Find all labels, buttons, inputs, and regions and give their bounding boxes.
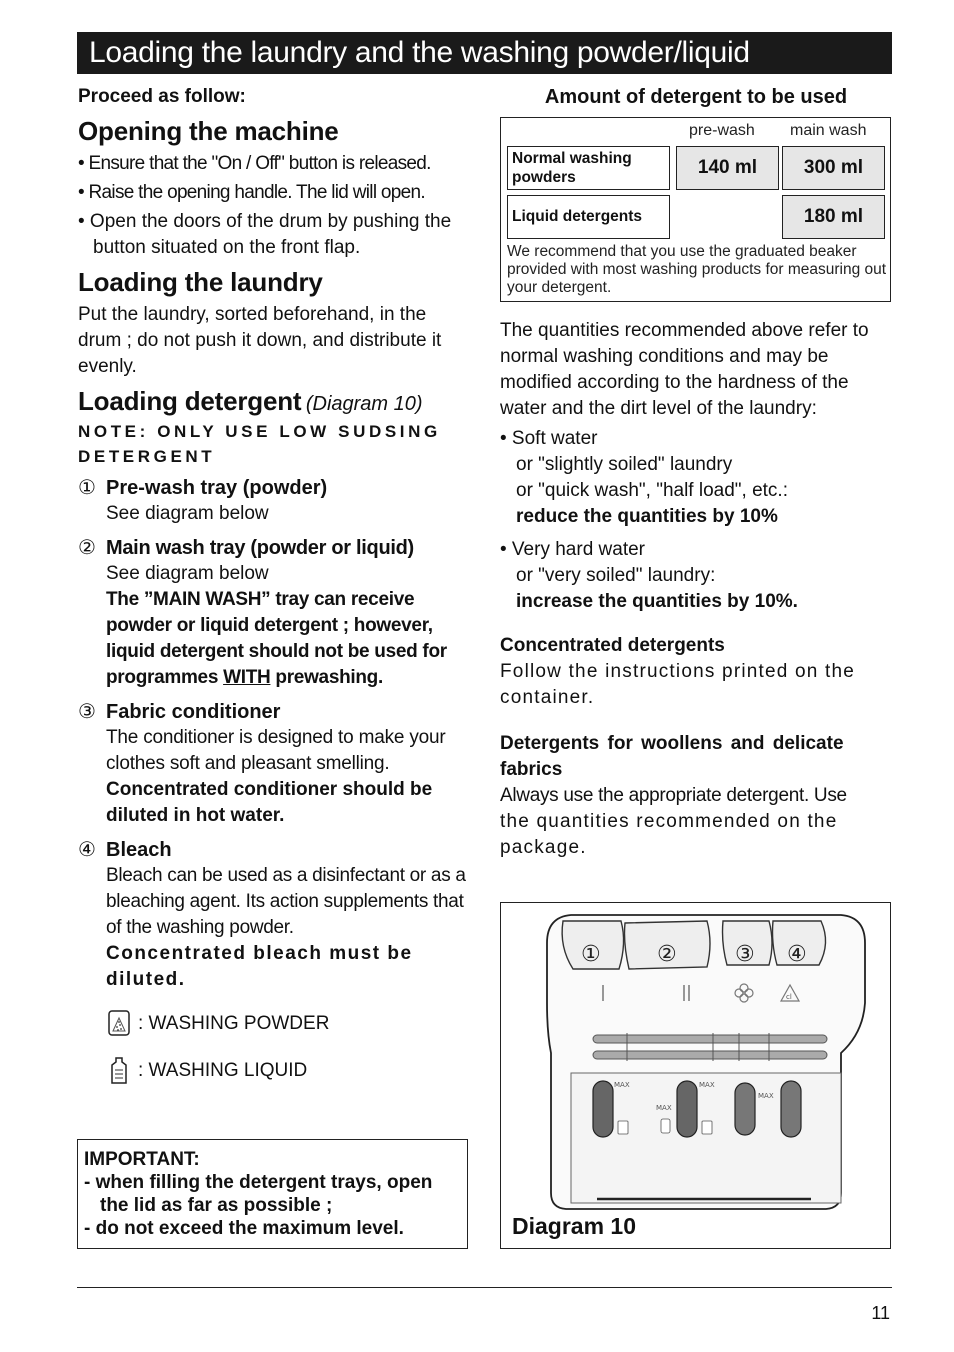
- max-mark-2: MAX: [656, 1104, 672, 1112]
- legend-powder: [78, 1007, 470, 1041]
- cell-liquid-mainwash: 180 ml: [782, 195, 885, 239]
- soft-water-line-2: or "slightly soiled" laundry: [516, 454, 733, 475]
- tray-1-title: Pre-wash tray (powder): [106, 477, 328, 499]
- proceed-heading: Proceed as follow:: [78, 86, 246, 107]
- tray-2-title: Main wash tray (powder or liquid): [106, 537, 414, 559]
- tray-2-warning-a: The ”MAIN WASH” tray can receive powder or liquid detergent ; however, liquid detergent should not be used for programmes: [106, 589, 447, 688]
- low-sudsing-note: NOTE: ONLY USE LOW SUDSING DETERGENT: [78, 422, 441, 466]
- row-label-liquids: Liquid detergents: [507, 195, 670, 239]
- tray-1: [78, 475, 470, 527]
- washing-powder-icon: [108, 1010, 130, 1038]
- tray-3-title: Fabric conditioner: [106, 701, 281, 723]
- laundry-heading: Loading the laundry: [78, 267, 323, 297]
- quantities-intro: The quantities recommended above refer to normal washing conditions and may be modified according to the hardness of the water and the dirt level of the laundry:: [500, 320, 869, 419]
- detergent-table: [500, 117, 891, 302]
- tray-1-text: See diagram below: [106, 503, 269, 524]
- drawer-number-2: ②: [657, 942, 677, 967]
- footer-rule: [77, 1287, 892, 1288]
- opening-bullet-3: • Open the doors of the drum by pushing the button situated on the front flap.: [78, 211, 452, 258]
- washing-liquid-icon: [108, 1057, 130, 1085]
- table-title: Amount of detergent to be used: [544, 86, 848, 108]
- detergent-heading-ref: (Diagram 10): [305, 393, 423, 415]
- soft-water-line-1: • Soft water: [500, 428, 598, 449]
- detergent-heading: Loading detergent: [78, 386, 302, 416]
- tray-3-warning: Concentrated conditioner should be diluted in hot water.: [106, 779, 433, 826]
- tray-3-text: The conditioner is designed to make your clothes soft and pleasant smelling.: [106, 727, 446, 774]
- important-line-2: - do not exceed the maximum level.: [84, 1218, 404, 1239]
- tray-2-heading: [78, 535, 470, 561]
- soft-water-action: reduce the quantities by 10%: [516, 506, 778, 527]
- tray-4-heading: [78, 837, 470, 863]
- tray-4-text: Bleach can be used as a disinfectant or as a bleaching agent. Its action supplements that of the washing powder.: [106, 865, 466, 938]
- table-note: We recommend that you use the graduated beaker provided with most washing products for measuring out your detergent.: [507, 243, 887, 296]
- diagram-label: Diagram 10: [512, 1213, 637, 1239]
- detergent-drawer-illustration: [501, 903, 890, 1248]
- tray-2-text: See diagram below: [106, 563, 269, 584]
- detergent-heading-row: [78, 386, 470, 417]
- max-mark-1: MAX: [614, 1081, 630, 1089]
- woollens-heading: Detergents for woollens and delicate fabrics: [500, 733, 844, 780]
- tray-2-warning-b: prewashing.: [270, 667, 383, 688]
- left-column: [78, 86, 470, 1088]
- drawer-number-1: ①: [581, 942, 601, 967]
- tray-4-number: ④: [78, 839, 96, 861]
- hard-water-line-1: • Very hard water: [500, 539, 645, 560]
- tray-1-heading: [78, 475, 470, 501]
- important-line-1: - when filling the detergent trays, open: [84, 1172, 433, 1193]
- col-header-mainwash: main wash: [790, 122, 867, 139]
- row-label-powders: Normal washing powders: [507, 146, 670, 190]
- legend-powder-label: : WASHING POWDER: [138, 1013, 330, 1034]
- col-header-prewash: pre-wash: [689, 122, 755, 139]
- tray-2-warning: [78, 587, 470, 691]
- opening-heading: Opening the machine: [78, 116, 339, 146]
- laundry-text: Put the laundry, sorted beforehand, in the drum ; do not push it down, and distribute it evenly.: [78, 304, 442, 377]
- tray-2: [78, 535, 470, 691]
- tray-3-number: ③: [78, 701, 96, 723]
- hard-water-line-2: or "very soiled" laundry:: [516, 565, 716, 586]
- soft-water-line-3: or "quick wash", "half load", etc.:: [516, 480, 788, 501]
- tray-4-title: Bleach: [106, 839, 172, 861]
- woollens-text-1: Always use the appropriate detergent. Use: [500, 785, 847, 806]
- important-box: [77, 1139, 468, 1249]
- right-column: [500, 318, 892, 861]
- important-title: IMPORTANT:: [84, 1149, 200, 1170]
- tray-4-warning: Concentrated bleach must be diluted.: [106, 943, 413, 990]
- cell-powder-mainwash: 300 ml: [782, 146, 885, 190]
- concentrated-heading: Concentrated detergents: [500, 635, 725, 656]
- cell-powder-prewash: 140 ml: [676, 146, 779, 190]
- tray-3-heading: [78, 699, 470, 725]
- page-number: 11: [871, 1303, 890, 1323]
- legend-liquid: [78, 1054, 470, 1088]
- important-line-1b: the lid as far as possible ;: [100, 1195, 333, 1216]
- tray-2-number: ②: [78, 537, 96, 559]
- drawer-number-4: ④: [787, 942, 807, 967]
- tray-4: [78, 837, 470, 993]
- concentrated-text: Follow the instructions printed on the container.: [500, 661, 856, 708]
- svg-text:cl: cl: [786, 993, 792, 1001]
- tray-2-warning-with: WITH: [223, 667, 271, 688]
- opening-bullet-1: • Ensure that the "On / Off" button is released.: [78, 153, 431, 174]
- woollens-text-2: the quantities recommended on the package.: [500, 811, 838, 858]
- tray-3: [78, 699, 470, 829]
- diagram-10: [500, 902, 891, 1249]
- max-mark-3: MAX: [699, 1081, 715, 1089]
- tray-1-number: ①: [78, 477, 96, 499]
- legend-liquid-label: : WASHING LIQUID: [138, 1060, 308, 1081]
- max-mark-4: MAX: [758, 1092, 774, 1100]
- page-title: Loading the laundry and the washing powder/liquid: [77, 32, 892, 74]
- drawer-number-3: ③: [735, 942, 755, 967]
- hard-water-action: increase the quantities by 10%.: [516, 591, 798, 612]
- opening-bullet-2: • Raise the opening handle. The lid will open.: [78, 182, 425, 203]
